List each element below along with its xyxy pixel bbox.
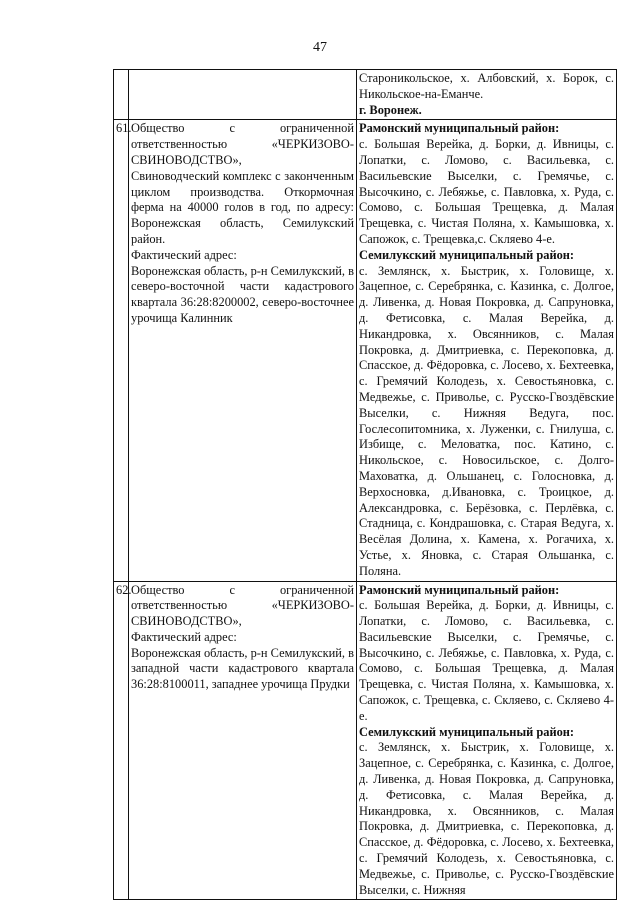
settlements-cell	[357, 581, 617, 900]
settlements-table	[113, 69, 617, 900]
settlement-list: Староникольское, х. Албовский, х. Борок, с. Никольское-на-Еманче.	[359, 71, 614, 101]
organization-paragraph: Фактический адрес:	[131, 629, 237, 644]
row-number: 61.	[114, 120, 129, 581]
table-row	[114, 70, 617, 120]
settlement-list: с. Землянск, х. Быстрик, х. Головище, х. Зацепное, с. Серебрянка, с. Казинка, с. Долгое, д. Ливенка, д. Новая Покровка, д. Сапруновка, д. Фетисовка, с. Малая Верейка, д. Никандровка, х. Овсянников, с. Малая Покровка, д. Дмитриевка, с. Перекоповка, д. Спасское, д. Фёдоровка, с. Лосево, х. Бехтеевка, с. Гремячий Колодезь, х. Севостьяновка, с. Медвежье, с. Приволье, с. Русско-Гвоздёвские Выселки, с. Нижняя	[359, 740, 614, 897]
table-row	[114, 120, 617, 581]
settlements-cell	[357, 120, 617, 581]
row-number	[114, 70, 129, 120]
table-row	[114, 581, 617, 900]
district-heading: г. Воронеж.	[359, 102, 422, 117]
organization-paragraph: Воронежская область, р-н Семилукский, в северо-восточной части кадастрового квартала 36:28:8200002, северо-восточнее урочища Калинник	[131, 263, 354, 325]
district-heading: Семилукский муниципальный район:	[359, 724, 575, 739]
organization-cell	[129, 70, 357, 120]
organization-paragraph: Свиноводческий комплекс с законченным циклом производства. Откормочная ферма на 40000 голов в год, по адресу: Воронежская область, Семилукский район.	[131, 168, 354, 246]
settlement-list: с. Большая Верейка, д. Борки, д. Ивницы, с. Лопатки, с. Ломово, с. Васильевка, с. Васильевские Выселки, с. Гремячье, с. Высочкино, с. Лебяжье, с. Павловка, х. Руда, с. Сомово, с. Большая Трещевка, д. Малая Трещевка, с. Чистая Поляна, х. Камышовка, х. Сапожок, с. Трещевка,с. Скляево 4-е.	[359, 137, 614, 246]
page-number: 47	[313, 40, 327, 55]
settlements-cell	[357, 70, 617, 120]
settlement-list: с. Большая Верейка, д. Борки, д. Ивницы, с. Лопатки, с. Ломово, с. Васильевка, с. Васильевские Выселки, с. Гремячье, с. Высочкино, с. Лебяжье, с. Павловка, х. Руда, с. Сомово, с. Большая Трещевка, д. Малая Трещевка, с. Чистая Поляна, х. Камышовка, х. Сапожок, с. Трещевка, с. Скляево, с. Скляево 4-е.	[359, 598, 614, 723]
organization-cell	[129, 120, 357, 581]
district-heading: Семилукский муниципальный район:	[359, 247, 575, 262]
organization-paragraph: Общество с ограниченной ответственностью «ЧЕРКИЗОВО-СВИНОВОДСТВО»,	[131, 582, 354, 629]
district-heading: Рамонский муниципальный район:	[359, 582, 560, 597]
organization-paragraph: Воронежская область, р-н Семилукский, в западной части кадастрового квартала 36:28:8100011, западнее урочища Прудки	[131, 645, 354, 692]
organization-paragraph: Общество с ограниченной ответственностью «ЧЕРКИЗОВО-СВИНОВОДСТВО»,	[131, 121, 354, 167]
organization-cell	[129, 581, 357, 900]
settlement-list: с. Землянск, х. Быстрик, х. Головище, х. Зацепное, с. Серебрянка, с. Казинка, с. Долгое, д. Ливенка, д. Новая Покровка, д. Сапруновка, д. Фетисовка, с. Малая Верейка, д. Никандровка, х. Овсянников, с. Малая Покровка, д. Дмитриевка, с. Перекоповка, д. Спасское, д. Фёдоровка, с. Лосево, х. Бехтеевка, с. Гремячий Колодезь, х. Севостьяновка, с. Медвежье, с. Приволье, с. Русско-Гвоздёвские Выселки, с. Нижняя Ведуга, пос. Гослесопитомника, х. Луженки, с. Гнилуша, с. Избище, с. Меловатка, пос. Катино, с. Никольское, с. Новосильское, с. Долго-Маховатка, д. Ольшанец, с. Голосновка, д. Верхосновка, д.Ивановка, с. Троицкое, д. Александровка, с. Берёзовка, с. Перлёвка, с. Стадница, с. Кондрашовка, с. Старая Ведуга, х. Весёлая Долина, х. Камена, х. Рогачиха, х. Устье, х. Яновка, с. Старая Ольшанка, с. Поляна.	[359, 263, 614, 578]
row-number: 62.	[114, 581, 129, 900]
organization-paragraph: Фактический адрес:	[131, 247, 237, 262]
district-heading: Рамонский муниципальный район:	[359, 121, 560, 136]
